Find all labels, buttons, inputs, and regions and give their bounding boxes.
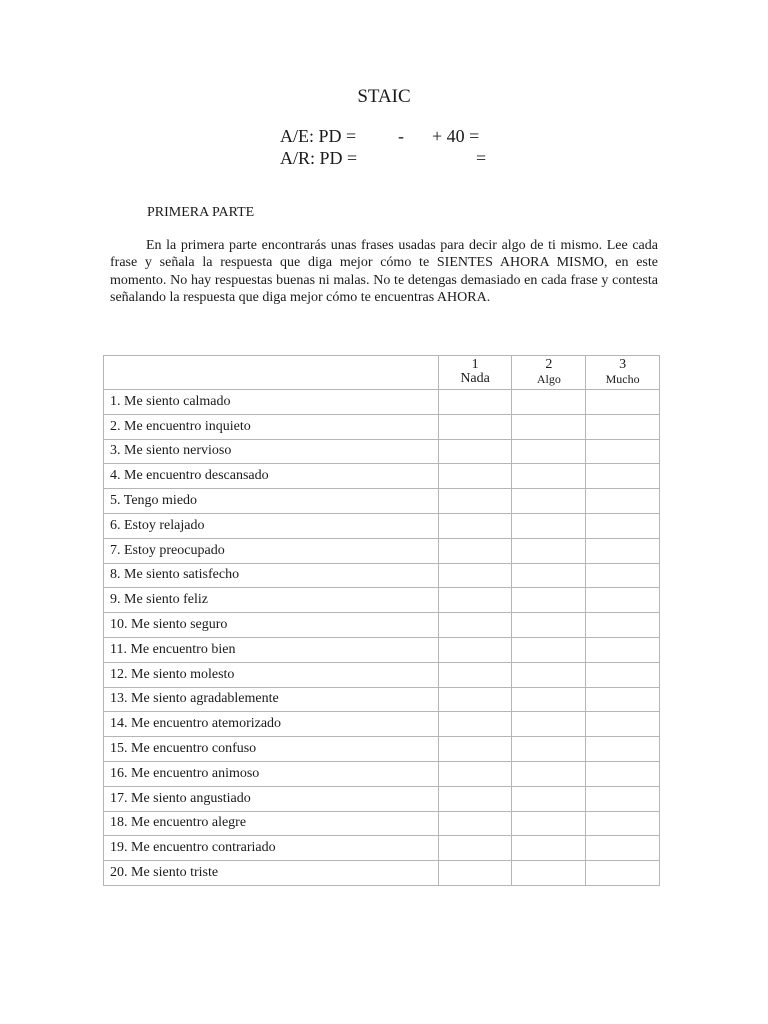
- answer-cell-3[interactable]: [586, 588, 660, 613]
- header-empty-cell: [104, 356, 439, 390]
- answer-cell-2[interactable]: [512, 439, 586, 464]
- answer-cell-1[interactable]: [438, 390, 512, 415]
- item-text: 19. Me encuentro contrariado: [104, 836, 439, 861]
- table-row: [104, 588, 660, 613]
- answer-cell-3[interactable]: [586, 513, 660, 538]
- answer-cell-2[interactable]: [512, 414, 586, 439]
- header-col-label: Nada: [460, 371, 490, 386]
- answer-cell-1[interactable]: [438, 538, 512, 563]
- answer-cell-3[interactable]: [586, 662, 660, 687]
- header-col-label: Algo: [536, 372, 561, 386]
- answer-cell-3[interactable]: [586, 489, 660, 514]
- answer-cell-1[interactable]: [438, 439, 512, 464]
- answer-cell-1[interactable]: [438, 563, 512, 588]
- answer-cell-2[interactable]: [512, 712, 586, 737]
- answer-cell-3[interactable]: [586, 786, 660, 811]
- item-text: 15. Me encuentro confuso: [104, 737, 439, 762]
- answer-cell-2[interactable]: [512, 811, 586, 836]
- section-title: PRIMERA PARTE: [147, 205, 255, 220]
- answer-cell-2[interactable]: [512, 786, 586, 811]
- score-line-ar: [280, 148, 487, 211]
- answer-cell-3[interactable]: [586, 439, 660, 464]
- answer-cell-2[interactable]: [512, 563, 586, 588]
- answer-cell-3[interactable]: [586, 811, 660, 836]
- answer-cell-2[interactable]: [512, 513, 586, 538]
- header-col-number: 1: [471, 357, 479, 372]
- item-text: 4. Me encuentro descansado: [104, 464, 439, 489]
- item-text: 7. Estoy preocupado: [104, 538, 439, 563]
- page-title: STAIC: [357, 86, 411, 107]
- answer-cell-1[interactable]: [438, 861, 512, 886]
- score-label-ae: A/E: PD =: [280, 126, 357, 146]
- answer-cell-3[interactable]: [586, 712, 660, 737]
- header-col-2: [512, 356, 586, 390]
- answer-cell-1[interactable]: [438, 737, 512, 762]
- answer-cell-3[interactable]: [586, 861, 660, 886]
- item-text: 2. Me encuentro inquieto: [104, 414, 439, 439]
- item-text: 18. Me encuentro alegre: [104, 811, 439, 836]
- score-minus: -: [398, 126, 404, 146]
- answer-cell-3[interactable]: [586, 464, 660, 489]
- answer-cell-2[interactable]: [512, 861, 586, 886]
- table-row: [104, 563, 660, 588]
- answer-cell-2[interactable]: [512, 538, 586, 563]
- item-text: 17. Me siento angustiado: [104, 786, 439, 811]
- table-row: [104, 637, 660, 662]
- table-row: [104, 513, 660, 538]
- table-row: [104, 786, 660, 811]
- table-row: [104, 414, 660, 439]
- item-text: 12. Me siento molesto: [104, 662, 439, 687]
- item-text: 9. Me siento feliz: [104, 588, 439, 613]
- table-row: [104, 538, 660, 563]
- answer-cell-1[interactable]: [438, 588, 512, 613]
- item-text: 11. Me encuentro bien: [104, 637, 439, 662]
- item-text: 5. Tengo miedo: [104, 489, 439, 514]
- item-text: 6. Estoy relajado: [104, 513, 439, 538]
- table-row: [104, 836, 660, 861]
- table-row: [104, 662, 660, 687]
- answer-cell-1[interactable]: [438, 489, 512, 514]
- answer-cell-2[interactable]: [512, 662, 586, 687]
- answer-cell-2[interactable]: [512, 390, 586, 415]
- header-col-number: 3: [619, 357, 627, 372]
- table-row: [104, 861, 660, 886]
- answer-cell-2[interactable]: [512, 761, 586, 786]
- answer-cell-1[interactable]: [438, 513, 512, 538]
- table-row: [104, 464, 660, 489]
- answer-cell-3[interactable]: [586, 538, 660, 563]
- table-row: [104, 390, 660, 415]
- item-text: 14. Me encuentro atemorizado: [104, 712, 439, 737]
- answer-cell-1[interactable]: [438, 761, 512, 786]
- header-col-number: 2: [545, 357, 553, 372]
- item-text: 8. Me siento satisfecho: [104, 563, 439, 588]
- answer-cell-3[interactable]: [586, 836, 660, 861]
- table-row: [104, 687, 660, 712]
- item-text: 1. Me siento calmado: [104, 390, 439, 415]
- answer-cell-3[interactable]: [586, 737, 660, 762]
- answer-cell-1[interactable]: [438, 637, 512, 662]
- table-row: [104, 737, 660, 762]
- score-label-ar: A/R: PD =: [280, 148, 358, 168]
- table-row: [104, 613, 660, 638]
- answer-cell-3[interactable]: [586, 761, 660, 786]
- answer-cell-3[interactable]: [586, 637, 660, 662]
- answer-cell-2[interactable]: [512, 687, 586, 712]
- answer-cell-2[interactable]: [512, 737, 586, 762]
- table-row: [104, 439, 660, 464]
- answer-cell-1[interactable]: [438, 662, 512, 687]
- score-equals: =: [476, 148, 487, 168]
- item-text: 3. Me siento nervioso: [104, 439, 439, 464]
- answer-cell-2[interactable]: [512, 588, 586, 613]
- table-row: [104, 489, 660, 514]
- answer-cell-1[interactable]: [438, 464, 512, 489]
- answer-cell-1[interactable]: [438, 712, 512, 737]
- answer-cell-3[interactable]: [586, 613, 660, 638]
- answer-cell-3[interactable]: [586, 687, 660, 712]
- item-text: 13. Me siento agradablemente: [104, 687, 439, 712]
- answer-cell-1[interactable]: [438, 836, 512, 861]
- instructions-paragraph: En la primera parte encontrarás unas frases usadas para decir algo de ti mismo. Lee cada frase y señala la respuesta que diga mejor cómo te SIENTES AHORA MISMO, en este momento. No hay respuestas buenas ni malas. No te detengas demasiado en cada frase y contesta señalando la respuesta que diga mejor cómo te encuentras AHORA.: [110, 238, 658, 305]
- table-row: [104, 712, 660, 737]
- table-header-row: [104, 356, 660, 390]
- item-text: 20. Me siento triste: [104, 861, 439, 886]
- answer-cell-3[interactable]: [586, 563, 660, 588]
- item-text: 16. Me encuentro animoso: [104, 761, 439, 786]
- score-plus-forty: + 40 =: [432, 126, 480, 146]
- answer-cell-1[interactable]: [438, 687, 512, 712]
- answer-cell-2[interactable]: [512, 489, 586, 514]
- answer-cell-2[interactable]: [512, 613, 586, 638]
- header-col-label: Mucho: [605, 372, 640, 386]
- table-row: [104, 811, 660, 836]
- answer-cell-1[interactable]: [438, 786, 512, 811]
- answer-cell-1[interactable]: [438, 414, 512, 439]
- answer-cell-2[interactable]: [512, 464, 586, 489]
- header-col-1: [438, 356, 512, 390]
- answer-cell-2[interactable]: [512, 637, 586, 662]
- item-text: 10. Me siento seguro: [104, 613, 439, 638]
- answer-cell-3[interactable]: [586, 414, 660, 439]
- table-row: [104, 761, 660, 786]
- answer-cell-1[interactable]: [438, 613, 512, 638]
- answer-cell-3[interactable]: [586, 390, 660, 415]
- header-col-3: [586, 356, 660, 390]
- questionnaire-table: [103, 355, 660, 886]
- answer-cell-2[interactable]: [512, 836, 586, 861]
- answer-cell-1[interactable]: [438, 811, 512, 836]
